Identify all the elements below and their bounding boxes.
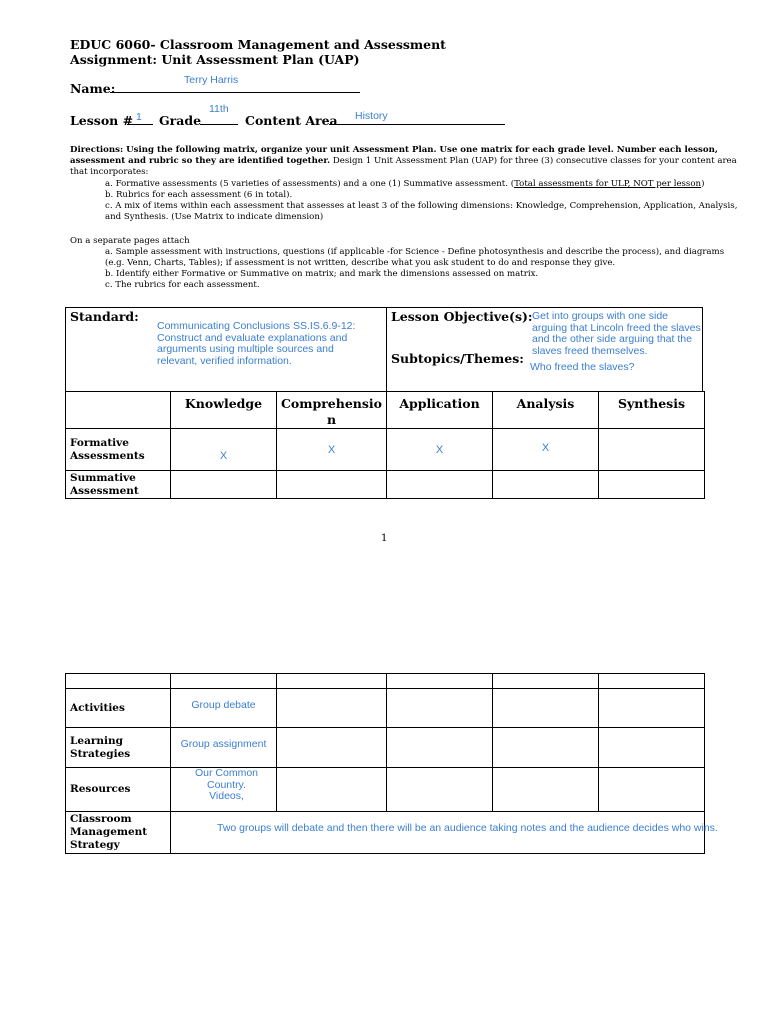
directions-line-3: that incorporates: <box>70 167 149 177</box>
resources-value[interactable]: Our Common Country. Videos, <box>171 768 277 812</box>
assignment-title: Assignment: Unit Assessment Plan (UAP) <box>70 52 360 67</box>
classroom-management-label: Classroom Management Strategy <box>66 811 171 853</box>
activities-header-row <box>66 674 705 689</box>
classroom-management-row <box>66 811 705 853</box>
formative-row-label: Formative Assessments <box>66 429 171 471</box>
lesson-objective-label: Lesson Objective(s): <box>391 309 533 324</box>
learning-strategies-row <box>66 728 705 768</box>
activities-row <box>66 689 705 728</box>
grade-underline <box>200 124 238 125</box>
directions-item-a: a. Formative assessments (5 varieties of assessments) and a one (1) Summative assessment. (Total assessments for ULP, NOT per lesson) <box>105 179 705 189</box>
lesson-underline <box>127 124 153 125</box>
summative-row <box>66 471 705 499</box>
classroom-management-value[interactable]: Two groups will debate and then there will be an audience taking notes and the audience decides who wins. <box>171 811 705 853</box>
learning-strategies-value[interactable]: Group assignment <box>171 728 277 768</box>
header-cell <box>599 674 705 689</box>
attach-item-a-2: (e.g. Venn, Charts, Tables); if assessment is not written, describe what you ask student to do and response they give. <box>105 258 616 268</box>
col-analysis: Analysis <box>493 392 599 429</box>
attach-item-b: b. Identify either Formative or Summative on matrix; and mark the dimensions assessed on matrix. <box>105 269 539 279</box>
header-cell <box>171 674 277 689</box>
resources-label: Resources <box>66 768 171 812</box>
summative-comprehension-mark[interactable] <box>277 471 387 499</box>
formative-analysis-mark[interactable]: X <box>493 429 599 471</box>
header-cell <box>277 674 387 689</box>
name-value[interactable]: Terry Harris <box>184 74 239 86</box>
header-cell <box>493 674 599 689</box>
directions-line-1: Directions: Using the following matrix, organize your unit Assessment Plan. Use one matrix for each grade level. Number each lesson, <box>70 145 718 155</box>
empty-cell <box>493 768 599 812</box>
formative-knowledge-mark[interactable]: X <box>171 429 277 471</box>
grade-value[interactable]: 11th <box>209 103 229 115</box>
summative-application-mark[interactable] <box>387 471 493 499</box>
standard-label: Standard: <box>70 309 139 324</box>
dimensions-matrix <box>65 391 705 499</box>
content-area-underline <box>329 124 505 125</box>
empty-cell <box>387 768 493 812</box>
col-knowledge: Knowledge <box>171 392 277 429</box>
subtopics-label: Subtopics/Themes: <box>391 351 524 366</box>
header-cell <box>66 674 171 689</box>
directions-item-c-1: c. A mix of items within each assessment that assesses at least 3 of the following dimensions: Knowledge, Comprehension, Application, Analysis, <box>105 201 738 211</box>
empty-cell <box>277 689 387 728</box>
col-synthesis: Synthesis <box>599 392 705 429</box>
empty-cell <box>599 768 705 812</box>
formative-application-mark[interactable]: X <box>387 429 493 471</box>
matrix-corner-cell <box>66 392 171 429</box>
activities-label: Activities <box>66 689 171 728</box>
header-cell <box>387 674 493 689</box>
summative-synthesis-mark[interactable] <box>599 471 705 499</box>
subtopics-value[interactable]: Who freed the slaves? <box>530 361 635 373</box>
activities-matrix <box>65 673 718 854</box>
attach-item-a-1: a. Sample assessment with instructions, questions (if applicable -for Science - Define photosynthesis and describe the process), and diagrams <box>105 247 725 257</box>
formative-synthesis-mark[interactable] <box>599 429 705 471</box>
col-application: Application <box>387 392 493 429</box>
formative-row <box>66 429 705 471</box>
summative-analysis-mark[interactable] <box>493 471 599 499</box>
directions-line-2: assessment and rubric so they are identified together. Design 1 Unit Assessment Plan (UAP) for three (3) consecutive classes for your content area <box>70 156 737 166</box>
grade-label: Grade <box>159 113 202 128</box>
empty-cell <box>493 728 599 768</box>
empty-cell <box>277 768 387 812</box>
empty-cell <box>599 689 705 728</box>
empty-cell <box>493 689 599 728</box>
matrix-header-row <box>66 392 705 429</box>
empty-cell <box>387 728 493 768</box>
col-comprehension: Comprehensio n <box>277 392 387 429</box>
lesson-label: Lesson # <box>70 113 134 128</box>
learning-strategies-label: Learning Strategies <box>66 728 171 768</box>
resources-row <box>66 768 705 812</box>
empty-cell <box>387 689 493 728</box>
name-underline <box>110 92 360 93</box>
empty-cell <box>277 728 387 768</box>
attach-item-c: c. The rubrics for each assessment. <box>105 280 260 290</box>
directions-item-b: b. Rubrics for each assessment (6 in total). <box>105 190 293 200</box>
standard-objective-divider <box>386 307 387 392</box>
empty-cell <box>599 728 705 768</box>
summative-row-label: Summative Assessment <box>66 471 171 499</box>
content-area-value[interactable]: History <box>355 110 388 122</box>
course-title: EDUC 6060- Classroom Management and Assessment <box>70 37 446 52</box>
standard-value[interactable]: Communicating Conclusions SS.IS.6.9-12: Construct and evaluate explanations and arguments using multiple sources and relevant, verified information. <box>157 320 356 367</box>
summative-knowledge-mark[interactable] <box>171 471 277 499</box>
lesson-objective-value[interactable]: Get into groups with one side arguing that Lincoln freed the slaves and the other side arguing that the slaves freed themselves. <box>532 310 701 357</box>
attach-intro: On a separate pages attach <box>70 236 190 246</box>
name-label: Name: <box>70 81 116 96</box>
lesson-value[interactable]: 1 <box>136 111 142 123</box>
activities-value[interactable]: Group debate <box>171 689 277 728</box>
content-area-label: Content Area <box>245 113 338 128</box>
directions-item-c-2: and Synthesis. (Use Matrix to indicate dimension) <box>105 212 324 222</box>
formative-comprehension-mark[interactable]: X <box>277 429 387 471</box>
page-number: 1 <box>381 533 388 544</box>
